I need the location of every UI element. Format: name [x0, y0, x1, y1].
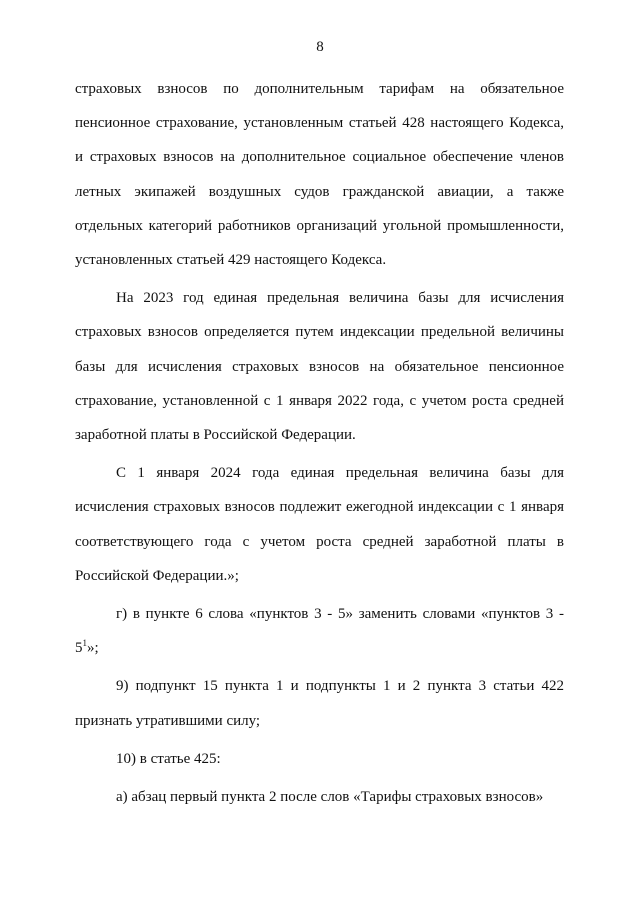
page-number: 8	[316, 39, 324, 55]
paragraph-item-10: 10) в статье 425:	[116, 750, 221, 767]
paragraph-item-g-text: г) в пункте 6 слова «пунктов 3 - 5» заменить словами «пунктов 3 - 5	[75, 606, 564, 657]
paragraph-continuation: страховых взносов по дополнительным тарифам на обязательное пенсионное страхование, установленным статьей 428 настоящего Кодекса, и страховых взносов на дополнительное социальное обеспечение членов летных экипажей воздушных судов гражданской авиации, а также отдельных категорий работников организаций угольной промышленности, установленных статьей 429 настоящего Кодекса.	[75, 81, 564, 269]
document-body	[75, 72, 564, 814]
paragraph-item-g	[75, 597, 564, 665]
paragraph-item-g-tail: »;	[87, 640, 99, 657]
paragraph-item-a: а) абзац первый пункта 2 после слов «Тарифы страховых взносов»	[116, 789, 544, 806]
paragraph-2023-base: На 2023 год единая предельная величина базы для исчисления страховых взносов определяется путем индексации предельной величины базы для исчисления страховых взносов на обязательное пенсионное страхование, установленной с 1 января 2022 года, с учетом роста средней заработной платы в Российской Федерации.	[75, 290, 564, 444]
superscript-marker: 1	[82, 638, 87, 649]
paragraph-item-9: 9) подпункт 15 пункта 1 и подпункты 1 и 2 пункта 3 статьи 422 признать утратившими силу;	[75, 678, 564, 729]
paragraph-2024-indexation: С 1 января 2024 года единая предельная величина базы для исчисления страховых взносов подлежит ежегодной индексации с 1 января соответствующего года с учетом роста средней заработной платы в Российской Федерации.»;	[75, 465, 564, 584]
